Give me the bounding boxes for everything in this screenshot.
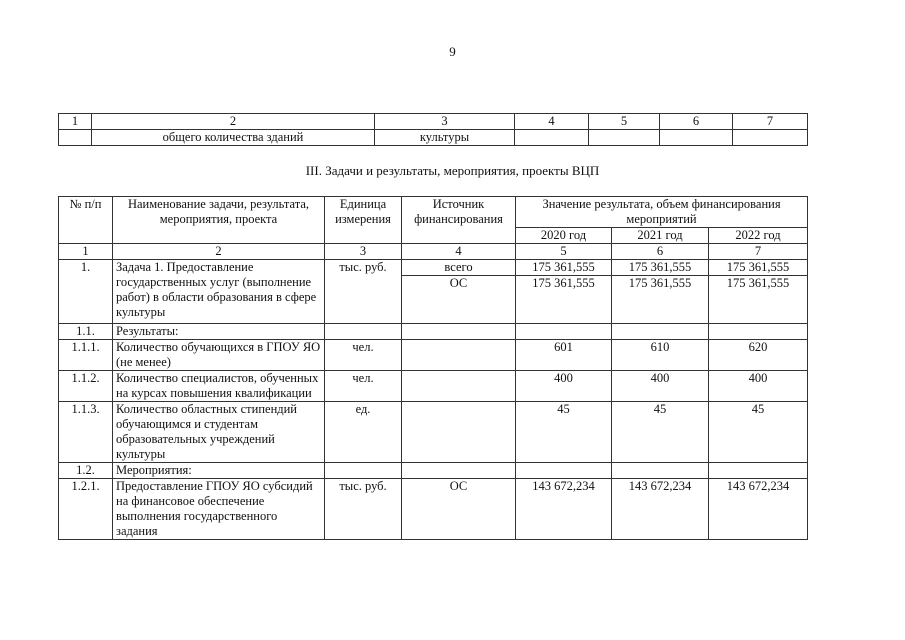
col-number: 7 <box>709 244 808 260</box>
row-num: 1.1.1. <box>59 340 113 371</box>
header-name: Наименование задачи, результата, мероприятия, проекта <box>113 197 325 244</box>
row-value-2020: 400 <box>516 371 612 402</box>
header-year-2020: 2020 год <box>516 228 612 244</box>
table-row <box>59 479 808 540</box>
table-cell <box>733 130 808 146</box>
continuation-table <box>58 113 808 146</box>
table-cell <box>402 463 516 479</box>
row-value-2021: 175 361,555 <box>612 260 709 276</box>
table-cell <box>515 130 589 146</box>
row-value-2020: 143 672,234 <box>516 479 612 540</box>
col-number: 1 <box>59 244 113 260</box>
header-value-group: Значение результата, объем финансирования мероприятий <box>516 197 808 228</box>
table-cell <box>612 324 709 340</box>
row-name: Количество областных стипендий обучающимся и студентам образовательных учреждений культуры <box>113 402 325 463</box>
row-source: ОС <box>402 479 516 540</box>
table-cell <box>402 324 516 340</box>
table-row <box>59 130 808 146</box>
table-row <box>59 340 808 371</box>
table-cell <box>59 130 92 146</box>
row-value-2021: 400 <box>612 371 709 402</box>
row-source <box>402 402 516 463</box>
row-unit: ед. <box>325 402 402 463</box>
table-cell <box>325 463 402 479</box>
tasks-results-table <box>58 196 808 540</box>
table-row <box>59 260 808 276</box>
row-num: 1.1.3. <box>59 402 113 463</box>
row-name: Количество обучающихся в ГПОУ ЯО (не менее) <box>113 340 325 371</box>
table-cell: общего количества зданий <box>92 130 375 146</box>
row-name: Задача 1. Предоставление государственных услуг (выполнение работ) в области образования в сфере культуры <box>113 260 325 324</box>
row-value-2022: 175 361,555 <box>709 260 808 276</box>
row-num: 1.2. <box>59 463 113 479</box>
table-row <box>59 114 808 130</box>
table-cell <box>325 324 402 340</box>
row-unit: тыс. руб. <box>325 260 402 324</box>
table-cell <box>589 130 660 146</box>
row-name: Предоставление ГПОУ ЯО субсидий на финансовое обеспечение выполнения государственного задания <box>113 479 325 540</box>
row-num: 1.2.1. <box>59 479 113 540</box>
table-cell <box>516 463 612 479</box>
row-value-2021: 143 672,234 <box>612 479 709 540</box>
row-name: Результаты: <box>113 324 325 340</box>
header-year-2022: 2022 год <box>709 228 808 244</box>
table-cell <box>516 324 612 340</box>
row-value-2022: 175 361,555 <box>709 276 808 324</box>
table-cell: культуры <box>375 130 515 146</box>
col-number: 4 <box>402 244 516 260</box>
row-value-2021: 175 361,555 <box>612 276 709 324</box>
row-num: 1.1.2. <box>59 371 113 402</box>
table-row <box>59 371 808 402</box>
row-source: всего <box>402 260 516 276</box>
column-numbers-row <box>59 244 808 260</box>
table-cell: 3 <box>375 114 515 130</box>
row-value-2021: 45 <box>612 402 709 463</box>
row-value-2022: 143 672,234 <box>709 479 808 540</box>
row-unit: тыс. руб. <box>325 479 402 540</box>
header-source: Источник финансирования <box>402 197 516 244</box>
row-num: 1. <box>59 260 113 324</box>
row-num: 1.1. <box>59 324 113 340</box>
section-title: III. Задачи и результаты, мероприятия, проекты ВЦП <box>305 163 600 178</box>
row-unit: чел. <box>325 340 402 371</box>
table-row <box>59 324 808 340</box>
row-value-2020: 601 <box>516 340 612 371</box>
table-cell: 4 <box>515 114 589 130</box>
row-name: Мероприятия: <box>113 463 325 479</box>
col-number: 2 <box>113 244 325 260</box>
table-row <box>59 463 808 479</box>
header-row <box>59 197 808 228</box>
table-cell <box>709 463 808 479</box>
row-value-2022: 400 <box>709 371 808 402</box>
col-number: 6 <box>612 244 709 260</box>
header-year-2021: 2021 год <box>612 228 709 244</box>
col-number: 3 <box>325 244 402 260</box>
table-cell: 7 <box>733 114 808 130</box>
col-number: 5 <box>516 244 612 260</box>
row-unit: чел. <box>325 371 402 402</box>
row-name: Количество специалистов, обученных на курсах повышения квалификации <box>113 371 325 402</box>
row-source: ОС <box>402 276 516 324</box>
table-cell: 1 <box>59 114 92 130</box>
row-value-2020: 45 <box>516 402 612 463</box>
row-value-2022: 45 <box>709 402 808 463</box>
row-source <box>402 371 516 402</box>
table-cell: 2 <box>92 114 375 130</box>
row-value-2021: 610 <box>612 340 709 371</box>
row-value-2020: 175 361,555 <box>516 276 612 324</box>
row-value-2022: 620 <box>709 340 808 371</box>
table-cell: 5 <box>589 114 660 130</box>
table-cell <box>660 130 733 146</box>
page-number: 9 <box>449 44 456 59</box>
table-cell: 6 <box>660 114 733 130</box>
table-cell <box>709 324 808 340</box>
table-cell <box>612 463 709 479</box>
row-value-2020: 175 361,555 <box>516 260 612 276</box>
table-row <box>59 402 808 463</box>
row-source <box>402 340 516 371</box>
header-unit: Единица измерения <box>325 197 402 244</box>
header-num: № п/п <box>59 197 113 244</box>
